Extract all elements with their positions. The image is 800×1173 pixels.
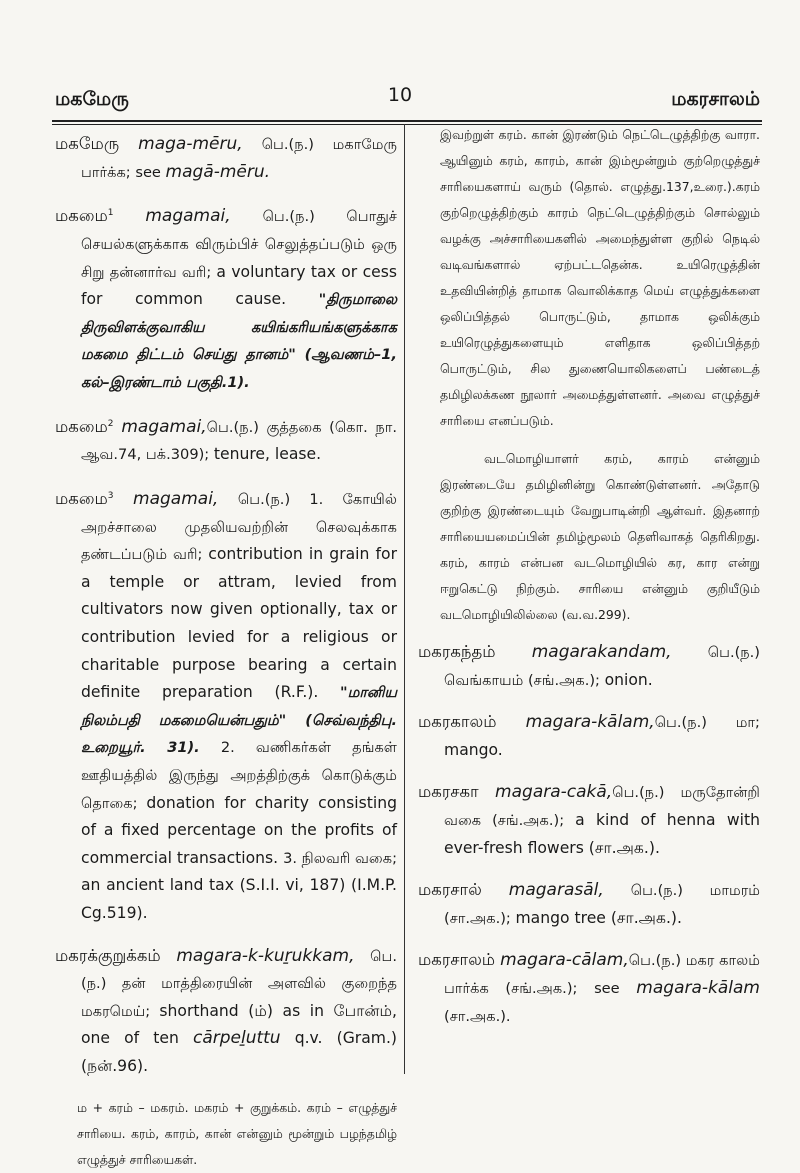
- tamil-definition: பொதுச் செயல்களுக்காக விரும்பிச் செலுத்தப்படும் ஒரு சிறு தன்னார்வ வரி;: [81, 208, 397, 281]
- tamil-definition: வெங்காயம் (சங்.அக.);: [444, 671, 605, 689]
- romanization: maga-mēru,: [138, 134, 243, 154]
- homograph-number: 1: [107, 208, 114, 219]
- tamil-definition: குத்தகை (கொ. நா. ஆவ.74, பக்.309);: [81, 418, 397, 464]
- running-head-left: மகமேரு: [55, 88, 129, 110]
- right-column: [418, 127, 760, 1044]
- romanization: magara-k-kuṟukkam,: [176, 945, 355, 966]
- entry-magameru: [55, 130, 397, 186]
- entry-magarasal: [418, 876, 760, 932]
- column-divider: [404, 124, 405, 1074]
- part-of-speech: பெ.(ந.): [654, 714, 707, 732]
- english-definition: mango.: [444, 740, 503, 759]
- headword: மகரசால்: [418, 880, 482, 900]
- headword: மகரக்குறுக்கம்: [55, 945, 161, 965]
- homograph-number: 2: [107, 418, 114, 429]
- headword: மகரசாலம்: [418, 950, 496, 970]
- romanization: magarakandam,: [531, 642, 672, 662]
- etymology-note: ம + கரம் – மகரம். மகரம் + குறுக்கம். கரம் – எழுத்துச் சாரியை. கரம், காரம், கான் என்னும் மூன்றும் பழந்தமிழ் எழுத்துச் சாரியைகள்.: [77, 1099, 397, 1167]
- part-of-speech: பெ.(ந.): [206, 418, 259, 436]
- headword: மகரசகா: [418, 782, 479, 802]
- homograph-number: 3: [107, 490, 114, 501]
- english-definition: tenure, lease.: [213, 445, 322, 464]
- english-definition-2: donation for charity consisting of a fixed percentage on the profits of commercial transactions.: [81, 793, 397, 867]
- entry-magara-caka: [418, 778, 760, 862]
- tamil-definition: மா;: [706, 714, 760, 732]
- tamil-definition-3: 3. நிலவரி வகை;: [283, 849, 397, 867]
- part-of-speech: பெ.(ந.): [707, 644, 760, 661]
- english-definition: a voluntary tax or cess for common cause.: [81, 262, 397, 309]
- romanization: magamai,: [121, 416, 207, 437]
- tamil-definition: தன் மாத்திரையின் அளவில் குறைந்த மகரமெய்;: [81, 975, 397, 1020]
- romanization: magamai,: [145, 206, 231, 227]
- part-of-speech: பெ.(ந.): [630, 882, 683, 900]
- etymology-note-continued: இவற்றுள் கரம். கான் இரண்டும் நெட்டெழுத்திற்கு வாரா. ஆயினும் கரம், காரம், கான் இம்மூன்றும் குற்றெழுத்துச் சாரியைகளாய் வரும் (தொல். எழுத்து.137,உரை.).கரம் குற்றெழுத்திற்கும் காரம் நெட்டெழுத்திற்கும் சொல்லும் வழக்கு அச்சாரியைகளில் அமைந்துள்ள குறில் நெடில் வடிவங்களால் ஏற்பட்டதென்க. உயிரெழுத்தின் உதவியின்றித் தாமாக வொலிக்காத மெய் எழுத்துக்களை ஒலிப்பித்தல் பொருட்டும், தாமாக ஒலிக்கும் உயிரெழுத்துகளையும் எளிதாக ஒலிப்பித்தற் பொருட்டும், சில துணையொலிகளைப் பண்டைத் தமிழிலக்கண நூலார் அமைத்துள்ளனர். அவை எழுத்துச் சாரியை எனப்படும்.: [440, 127, 760, 428]
- tamil-definition: மாமரம் (சா.அக.);: [444, 882, 760, 927]
- part-of-speech: பெ.(ந.): [237, 491, 291, 509]
- romanization: magara-cakā,: [495, 782, 613, 803]
- english-definition: shorthand (ம்) as in போன்ம், one of ten: [81, 1001, 397, 1048]
- tamil-definition: மகாமேரு பார்க்க; see: [81, 136, 397, 181]
- headword: மகமை: [55, 206, 108, 226]
- entry-magara-k-kurukkam: [55, 942, 397, 1081]
- cross-reference: cārpeḻuttu: [192, 1028, 281, 1049]
- citation: "திருமாலை திருவிளக்குவாகிய கயிங்கரியங்களுக்காக மகமை திட்டம் செய்து தானம்" (ஆவணம்–1, கல்–இரண்டாம் பகுதி.1).: [81, 291, 397, 391]
- entry-magara-calam: [418, 946, 760, 1030]
- headword: மகமை: [55, 416, 108, 436]
- english-definition: mango tree (சா.அக.).: [515, 908, 682, 927]
- entry-magamai-2: [55, 411, 397, 469]
- entry-magarakandam: [418, 638, 760, 694]
- cross-reference: magara-kālam: [636, 977, 760, 998]
- part-of-speech: பெ.(ந.): [261, 136, 314, 153]
- page-number: 10: [387, 84, 413, 106]
- romanization: magamai,: [133, 489, 219, 510]
- romanization: magara-kālam,: [525, 712, 655, 733]
- english-definition: contribution in grain for a temple or attram, levied from cultivators now given optionally, tax or contribution levied for a religious or charitable purpose bearing a certain definite preparation (R.F.).: [81, 545, 397, 702]
- tamil-definition-2: 2. வணிகர்கள் தங்கள் ஊதியத்தில் இருந்து அறத்திற்குக் கொடுக்கும் தொகை;: [81, 739, 397, 812]
- reference-note: q.v. (Gram.) (நன்.96).: [81, 1029, 397, 1075]
- citation: "மானிய நிலம்பதி மகமையென்பதும்" (செவ்வந்திபு. உறையூர். 31).: [81, 684, 397, 757]
- entry-magara-kalam: [418, 708, 760, 764]
- tamil-definition: மருதோன்றி வகை (சங்.அக.);: [444, 784, 760, 829]
- left-column: [55, 130, 397, 1173]
- headword: மகமை: [55, 489, 108, 509]
- tamil-definition: 1. கோயில் அறச்சாலை முதலியவற்றின் செலவுக்காக தண்டப்படும் வரி;: [81, 491, 397, 564]
- running-head-right: மகரசாலம்: [671, 88, 760, 110]
- romanization: magarasāl,: [508, 880, 604, 901]
- part-of-speech: பெ.(ந.): [262, 208, 315, 226]
- tamil-definition: மகர காலம் பார்க்க (சங்.அக.); see: [444, 952, 760, 997]
- romanization: magara-cālam,: [500, 950, 629, 971]
- english-definition: a kind of henna with ever-fresh flowers (சா.அக.).: [444, 810, 760, 857]
- entry-magamai-1: [55, 200, 397, 396]
- part-of-speech: பெ.(ந.): [628, 952, 682, 970]
- entry-magamai-3: [55, 483, 397, 928]
- headword: மகரகாலம்: [418, 712, 497, 732]
- headword: மகமேரு: [55, 134, 120, 153]
- headword: மகரகந்தம்: [418, 642, 496, 661]
- part-of-speech: பெ.(ந.): [612, 784, 665, 802]
- reference-note: (சா.அக.).: [444, 1007, 511, 1025]
- cross-reference: magā-mēru.: [165, 161, 271, 182]
- english-definition: onion.: [604, 670, 653, 689]
- part-of-speech: பெ.(ந.): [81, 947, 397, 993]
- etymology-note-2: வடமொழியாளர் கரம், காரம் என்னும் இரண்டையே தமிழினின்று கொண்டுள்ளனர். அதோடு குறிற்கு இரண்டையும் வேறுபாடின்றி ஆள்வர். இதனாற் சாரியையமைப்பின் தமிழ்மூலம் தெளிவாகத் தெரிகிறது. கரம், காரம் என்பன வடமொழியில் கர, கார என்று ஈறுகெட்டு நிற்கும். சாரியை என்னும் குறியீடும் வடமொழியிலில்லை (வ.வ.299).: [440, 451, 760, 622]
- english-definition-3: an ancient land tax (S.I.I. vi, 187) (I.M.P. Cg.519).: [81, 876, 397, 922]
